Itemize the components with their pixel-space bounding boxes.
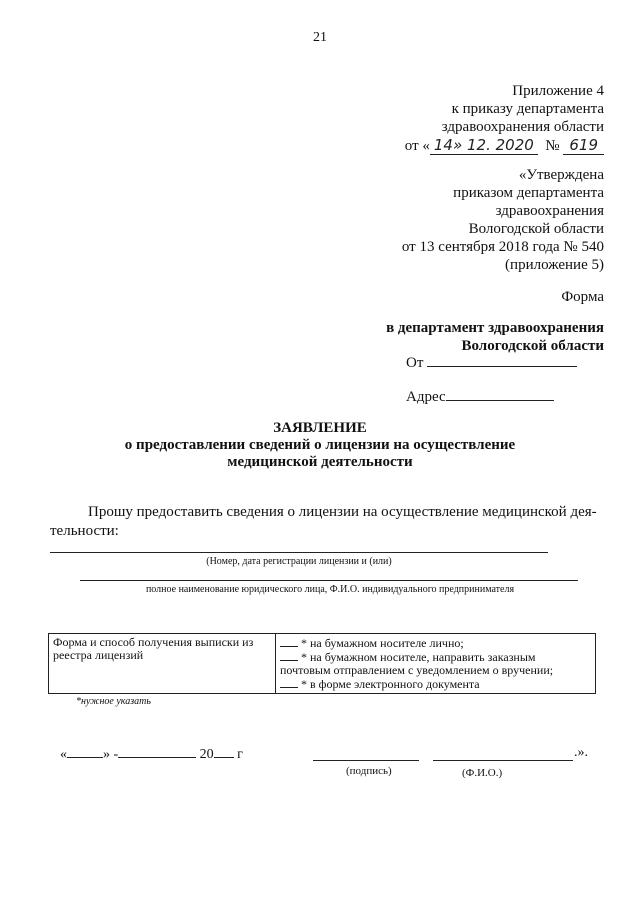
addressee-block [386, 319, 604, 355]
full-name-line[interactable] [433, 760, 573, 761]
checkbox-blank[interactable] [280, 636, 298, 647]
approved-block [402, 166, 604, 274]
approved-line3: здравоохранения [495, 203, 604, 219]
page-number: 21 [313, 30, 327, 45]
annex-line3: здравоохранения области [441, 119, 604, 135]
approved-line4: Вологодской области [468, 221, 604, 237]
licensee-name-line [80, 580, 578, 581]
caption-licensee-name: полное наименование юридического лица, Ф.И.О. индивидуального предпринимателя [145, 584, 515, 595]
approved-line5: от 13 сентября 2018 года № 540 [401, 239, 604, 255]
option-paper-in-person[interactable] [280, 636, 591, 650]
annex-number-handwritten: 619 [563, 136, 604, 155]
address-blank-line [446, 388, 554, 401]
body-line2: тельности: [50, 523, 119, 539]
delivery-options [276, 634, 596, 694]
annex-date-line [405, 136, 604, 155]
date-open-quote: « [60, 747, 67, 762]
addressee-line2: Вологодской области [461, 338, 604, 354]
approved-line6: (приложение 5) [505, 257, 604, 273]
year-prefix: 20 [199, 747, 214, 762]
address-field [406, 388, 554, 406]
delivery-method-table [48, 633, 596, 694]
month-blank[interactable] [118, 745, 196, 758]
option-paper-by-mail[interactable] [280, 650, 591, 664]
closing-mark: .». [574, 745, 588, 760]
address-label: Адрес [406, 389, 446, 405]
form-label: Форма [561, 289, 604, 305]
annex-date-prefix: от « [404, 138, 430, 154]
option-paper-by-mail-cont: почтовым отправлением с уведомлением о вручении; [280, 663, 554, 677]
annex-date-handwritten: 14» 12. 2020 [430, 136, 538, 155]
request-paragraph [50, 503, 602, 541]
body-line1: Прошу предоставить сведения о лицензии на осуществление медицинской дея- [88, 504, 597, 520]
checkbox-blank[interactable] [280, 677, 298, 688]
approved-line2: приказом департамента [453, 185, 604, 201]
year-blank[interactable] [214, 745, 234, 758]
signature-caption: (подпись) [346, 765, 392, 777]
option-electronic[interactable] [280, 677, 591, 691]
day-blank[interactable] [67, 745, 103, 758]
date-close-quote: » [103, 747, 110, 762]
approved-line1: «Утверждена [518, 167, 604, 183]
title-line3: медицинской деятельности [227, 454, 413, 470]
option-paper-in-person-label: * на бумажном носителе лично; [301, 636, 464, 650]
document-title [0, 420, 640, 471]
from-label: От [406, 355, 424, 371]
annex-line1: Приложение 4 [512, 83, 604, 99]
addressee-line1: в департамент здравоохранения [386, 320, 604, 336]
delivery-method-label: Форма и способ получения выписки из реестра лицензий [49, 634, 276, 694]
date-dash: - [113, 747, 119, 762]
from-field [406, 354, 577, 372]
annex-line2: к приказу департамента [451, 101, 604, 117]
footnote: *нужное указать [76, 696, 151, 707]
from-blank-line [427, 354, 577, 367]
license-number-line [50, 552, 548, 553]
option-paper-by-mail-label: * на бумажном носителе, направить заказным [301, 650, 536, 664]
title-line2: о предоставлении сведений о лицензии на осуществление [124, 437, 516, 453]
option-electronic-label: * в форме электронного документа [301, 677, 480, 691]
signature-line[interactable] [313, 760, 419, 761]
date-field [60, 745, 243, 763]
full-name-caption: (Ф.И.О.) [462, 767, 503, 779]
title-line1: ЗАЯВЛЕНИЕ [273, 420, 367, 436]
annex-block [405, 82, 604, 155]
checkbox-blank[interactable] [280, 650, 298, 661]
caption-license-number: (Номер, дата регистрации лицензии и (или) [206, 556, 392, 567]
annex-number-label: № [545, 138, 560, 154]
year-suffix: г [237, 747, 243, 762]
